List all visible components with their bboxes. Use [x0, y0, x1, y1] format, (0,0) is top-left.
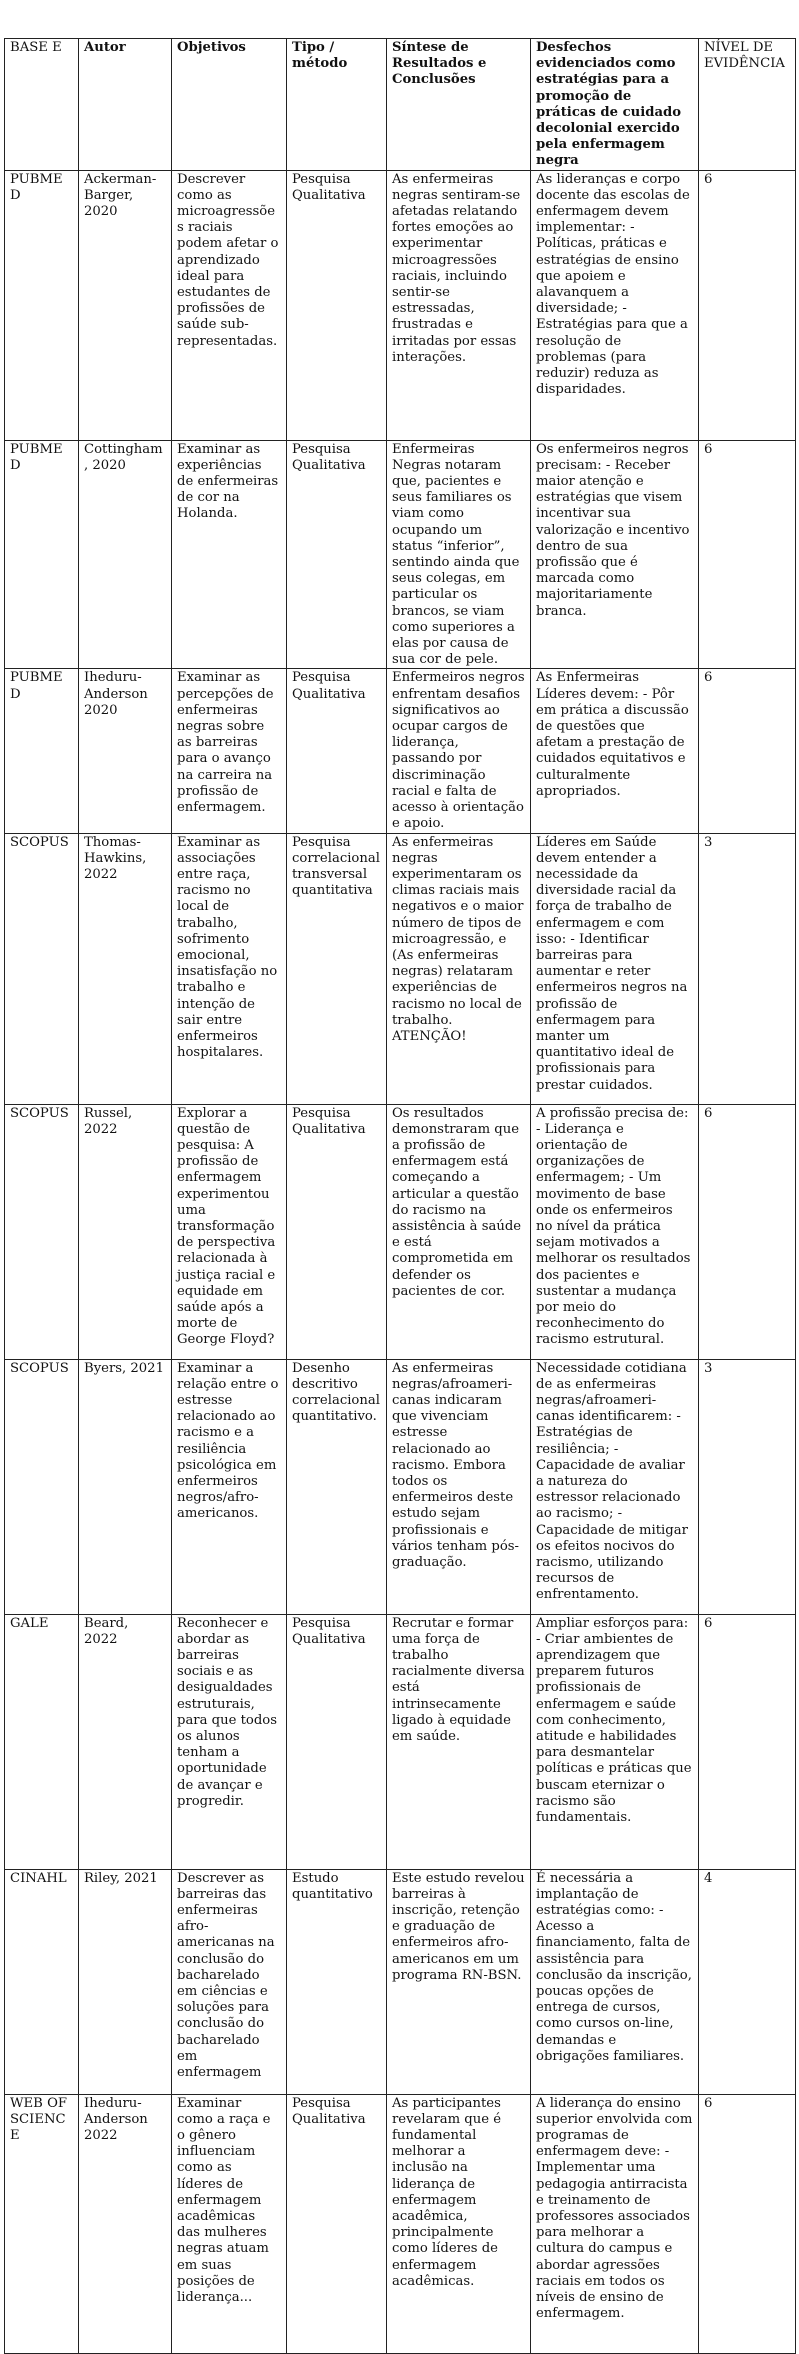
cell-base: PUBMED [5, 170, 79, 440]
cell-sintese: Enfermeiros negros enfrentam desafios significativos ao ocupar cargos de liderança, passando por discriminação racial e falta de acesso à orientação e apoio. [387, 669, 531, 833]
cell-base: SCOPUS [5, 1104, 79, 1359]
header-base: BASE E [5, 39, 79, 171]
cell-objetivos: Reconhecer e abordar as barreiras sociais e as desigualdades estruturais, para que todos os alunos tenham a oportunidade de avançar e progredir. [172, 1614, 287, 1869]
cell-base: CINAHL [5, 1869, 79, 2094]
cell-objetivos: Explorar a questão de pesquisa: A profissão de enfermagem experimentou uma transformação de perspectiva relacionada à justiça racial e equidade em saúde após a morte de George Floyd? [172, 1104, 287, 1359]
cell-nivel: 3 [699, 1359, 796, 1614]
cell-desfechos: Os enfermeiros negros precisam: - Receber maior atenção e estratégias que visem incentivar sua valorização e incentivo dentro de sua profissão que é marcada como majoritariamente branca. [531, 440, 699, 669]
cell-sintese: Este estudo revelou barreiras à inscrição, retenção e graduação de enfermeiros afro-americanos em um programa RN-BSN. [387, 1869, 531, 2094]
table-row [5, 1614, 796, 1869]
cell-desfechos: As Enfermeiras Líderes devem: - Pôr em prática a discussão de questões que afetam a prestação de cuidados equitativos e culturalmente apropriados. [531, 669, 699, 833]
table-row [5, 1104, 796, 1359]
table-row [5, 1359, 796, 1614]
table-row [5, 1869, 796, 2094]
cell-desfechos: A liderança do ensino superior envolvida com programas de enfermagem deve: - Implementar uma pedagogia antirracista e treinamento de professores associados para melhorar a cultura do campus e abordar agressões raciais em todos os níveis de ensino de enfermagem. [531, 2094, 699, 2353]
table-row [5, 833, 796, 1104]
header-desfechos: Desfechos evidenciados como estratégias para a promoção de práticas de cuidado decolonial exercido pela enfermagem negra [531, 39, 699, 171]
cell-autor: Riley, 2021 [79, 1869, 172, 2094]
cell-autor: Iheduru-Anderson 2022 [79, 2094, 172, 2353]
header-objetivos: Objetivos [172, 39, 287, 171]
cell-desfechos: Necessidade cotidiana de as enfermeiras negras/afroameri-canas identificarem: - Estratégias de resiliência; - Capacidade de avaliar a natureza do estressor relacionado ao racismo; - Capacidade de mitigar os efeitos nocivos do racismo, utilizando recursos de enfrentamento. [531, 1359, 699, 1614]
cell-tipo: Pesquisa Qualitativa [287, 669, 387, 833]
cell-desfechos: É necessária a implantação de estratégias como: - Acesso a financiamento, falta de assistência para conclusão da inscrição, poucas opções de entrega de cursos, como cursos on-line, demandas e obrigações familiares. [531, 1869, 699, 2094]
cell-tipo: Pesquisa Qualitativa [287, 1104, 387, 1359]
cell-nivel: 6 [699, 440, 796, 669]
cell-autor: Iheduru-Anderson 2020 [79, 669, 172, 833]
cell-base: SCOPUS [5, 833, 79, 1104]
cell-tipo: Pesquisa Qualitativa [287, 2094, 387, 2353]
cell-sintese: As enfermeiras negras experimentaram os climas raciais mais negativos e o maior número de tipos de microagressão, e (As enfermeiras negras) relataram experiências de racismo no local de trabalho. ATENÇÃO! [387, 833, 531, 1104]
cell-tipo: Pesquisa correlacional transversal quantitativa [287, 833, 387, 1104]
evidence-table [4, 38, 796, 2354]
cell-objetivos: Descrever as barreiras das enfermeiras afro-americanas na conclusão do bacharelado em ciências e soluções para conclusão do bacharelado em enfermagem [172, 1869, 287, 2094]
cell-base: SCOPUS [5, 1359, 79, 1614]
cell-autor: Russel, 2022 [79, 1104, 172, 1359]
cell-desfechos: Líderes em Saúde devem entender a necessidade da diversidade racial da força de trabalho de enfermagem e com isso: - Identificar barreiras para aumentar e reter enfermeiros negros na profissão de enfermagem para manter um quantitativo ideal de profissionais para prestar cuidados. [531, 833, 699, 1104]
cell-sintese: Enfermeiras Negras notaram que, pacientes e seus familiares os viam como ocupando um status “inferior”, sentindo ainda que seus colegas, em particular os brancos, se viam como superiores a elas por causa de sua cor de pele. [387, 440, 531, 669]
cell-sintese: Recrutar e formar uma força de trabalho racialmente diversa está intrinsecamente ligado à equidade em saúde. [387, 1614, 531, 1869]
cell-autor: Beard, 2022 [79, 1614, 172, 1869]
cell-autor: Thomas-Hawkins, 2022 [79, 833, 172, 1104]
cell-nivel: 4 [699, 1869, 796, 2094]
cell-objetivos: Examinar a relação entre o estresse relacionado ao racismo e a resiliência psicológica em enfermeiros negros/afro-americanos. [172, 1359, 287, 1614]
header-tipo: Tipo / método [287, 39, 387, 171]
cell-objetivos: Descrever como as microagressões raciais podem afetar o aprendizado ideal para estudantes de profissões de saúde sub-representadas. [172, 170, 287, 440]
cell-desfechos: As lideranças e corpo docente das escolas de enfermagem devem implementar: - Políticas, práticas e estratégias de ensino que apoiem e alavanquem a diversidade; - Estratégias para que a resolução de problemas (para reduzir) reduza as disparidades. [531, 170, 699, 440]
cell-base: WEB OF SCIENCE [5, 2094, 79, 2353]
cell-objetivos: Examinar as percepções de enfermeiras negras sobre as barreiras para o avanço na carreira na profissão de enfermagem. [172, 669, 287, 833]
cell-autor: Cottingham, 2020 [79, 440, 172, 669]
cell-nivel: 6 [699, 1614, 796, 1869]
cell-objetivos: Examinar as experiências de enfermeiras de cor na Holanda. [172, 440, 287, 669]
cell-objetivos: Examinar como a raça e o gênero influenciam como as líderes de enfermagem acadêmicas das mulheres negras atuam em suas posições de liderança... [172, 2094, 287, 2353]
cell-nivel: 3 [699, 833, 796, 1104]
header-sintese: Síntese de Resultados e Conclusões [387, 39, 531, 171]
cell-desfechos: Ampliar esforços para: - Criar ambientes de aprendizagem que preparem futuros profissionais de enfermagem e saúde com conhecimento, atitude e habilidades para desmantelar políticas e práticas que buscam eternizar o racismo são fundamentais. [531, 1614, 699, 1869]
cell-tipo: Estudo quantitativo [287, 1869, 387, 2094]
cell-desfechos: A profissão precisa de: - Liderança e orientação de organizações de enfermagem; - Um movimento de base onde os enfermeiros no nível da prática sejam motivados a melhorar os resultados dos pacientes e sustentar a mudança por meio do reconhecimento do racismo estrutural. [531, 1104, 699, 1359]
cell-autor: Ackerman-Barger, 2020 [79, 170, 172, 440]
cell-objetivos: Examinar as associações entre raça, racismo no local de trabalho, sofrimento emocional, insatisfação no trabalho e intenção de sair entre enfermeiros hospitalares. [172, 833, 287, 1104]
cell-nivel: 6 [699, 2094, 796, 2353]
cell-tipo: Pesquisa Qualitativa [287, 440, 387, 669]
cell-tipo: Desenho descritivo correlacional quantitativo. [287, 1359, 387, 1614]
cell-sintese: As enfermeiras negras sentiram-se afetadas relatando fortes emoções ao experimentar microagressões raciais, incluindo sentir-se estressadas, frustradas e irritadas por essas interações. [387, 170, 531, 440]
table-row [5, 170, 796, 440]
cell-tipo: Pesquisa Qualitativa [287, 170, 387, 440]
cell-autor: Byers, 2021 [79, 1359, 172, 1614]
cell-nivel: 6 [699, 170, 796, 440]
cell-base: PUBMED [5, 440, 79, 669]
table-row [5, 669, 796, 833]
cell-tipo: Pesquisa Qualitativa [287, 1614, 387, 1869]
cell-base: PUBMED [5, 669, 79, 833]
cell-sintese: As participantes revelaram que é fundamental melhorar a inclusão na liderança de enfermagem acadêmica, principalmente como líderes de enfermagem acadêmicas. [387, 2094, 531, 2353]
cell-base: GALE [5, 1614, 79, 1869]
table-row [5, 440, 796, 669]
cell-sintese: Os resultados demonstraram que a profissão de enfermagem está começando a articular a questão do racismo na assistência à saúde e está comprometida em defender os pacientes de cor. [387, 1104, 531, 1359]
cell-nivel: 6 [699, 1104, 796, 1359]
header-nivel: NÍVEL DE EVIDÊNCIA [699, 39, 796, 171]
table-row [5, 2094, 796, 2353]
cell-sintese: As enfermeiras negras/afroameri-canas indicaram que vivenciam estresse relacionado ao racismo. Embora todos os enfermeiros deste estudo sejam profissionais e vários tenham pós-graduação. [387, 1359, 531, 1614]
cell-nivel: 6 [699, 669, 796, 833]
header-autor: Autor [79, 39, 172, 171]
header-row [5, 39, 796, 171]
